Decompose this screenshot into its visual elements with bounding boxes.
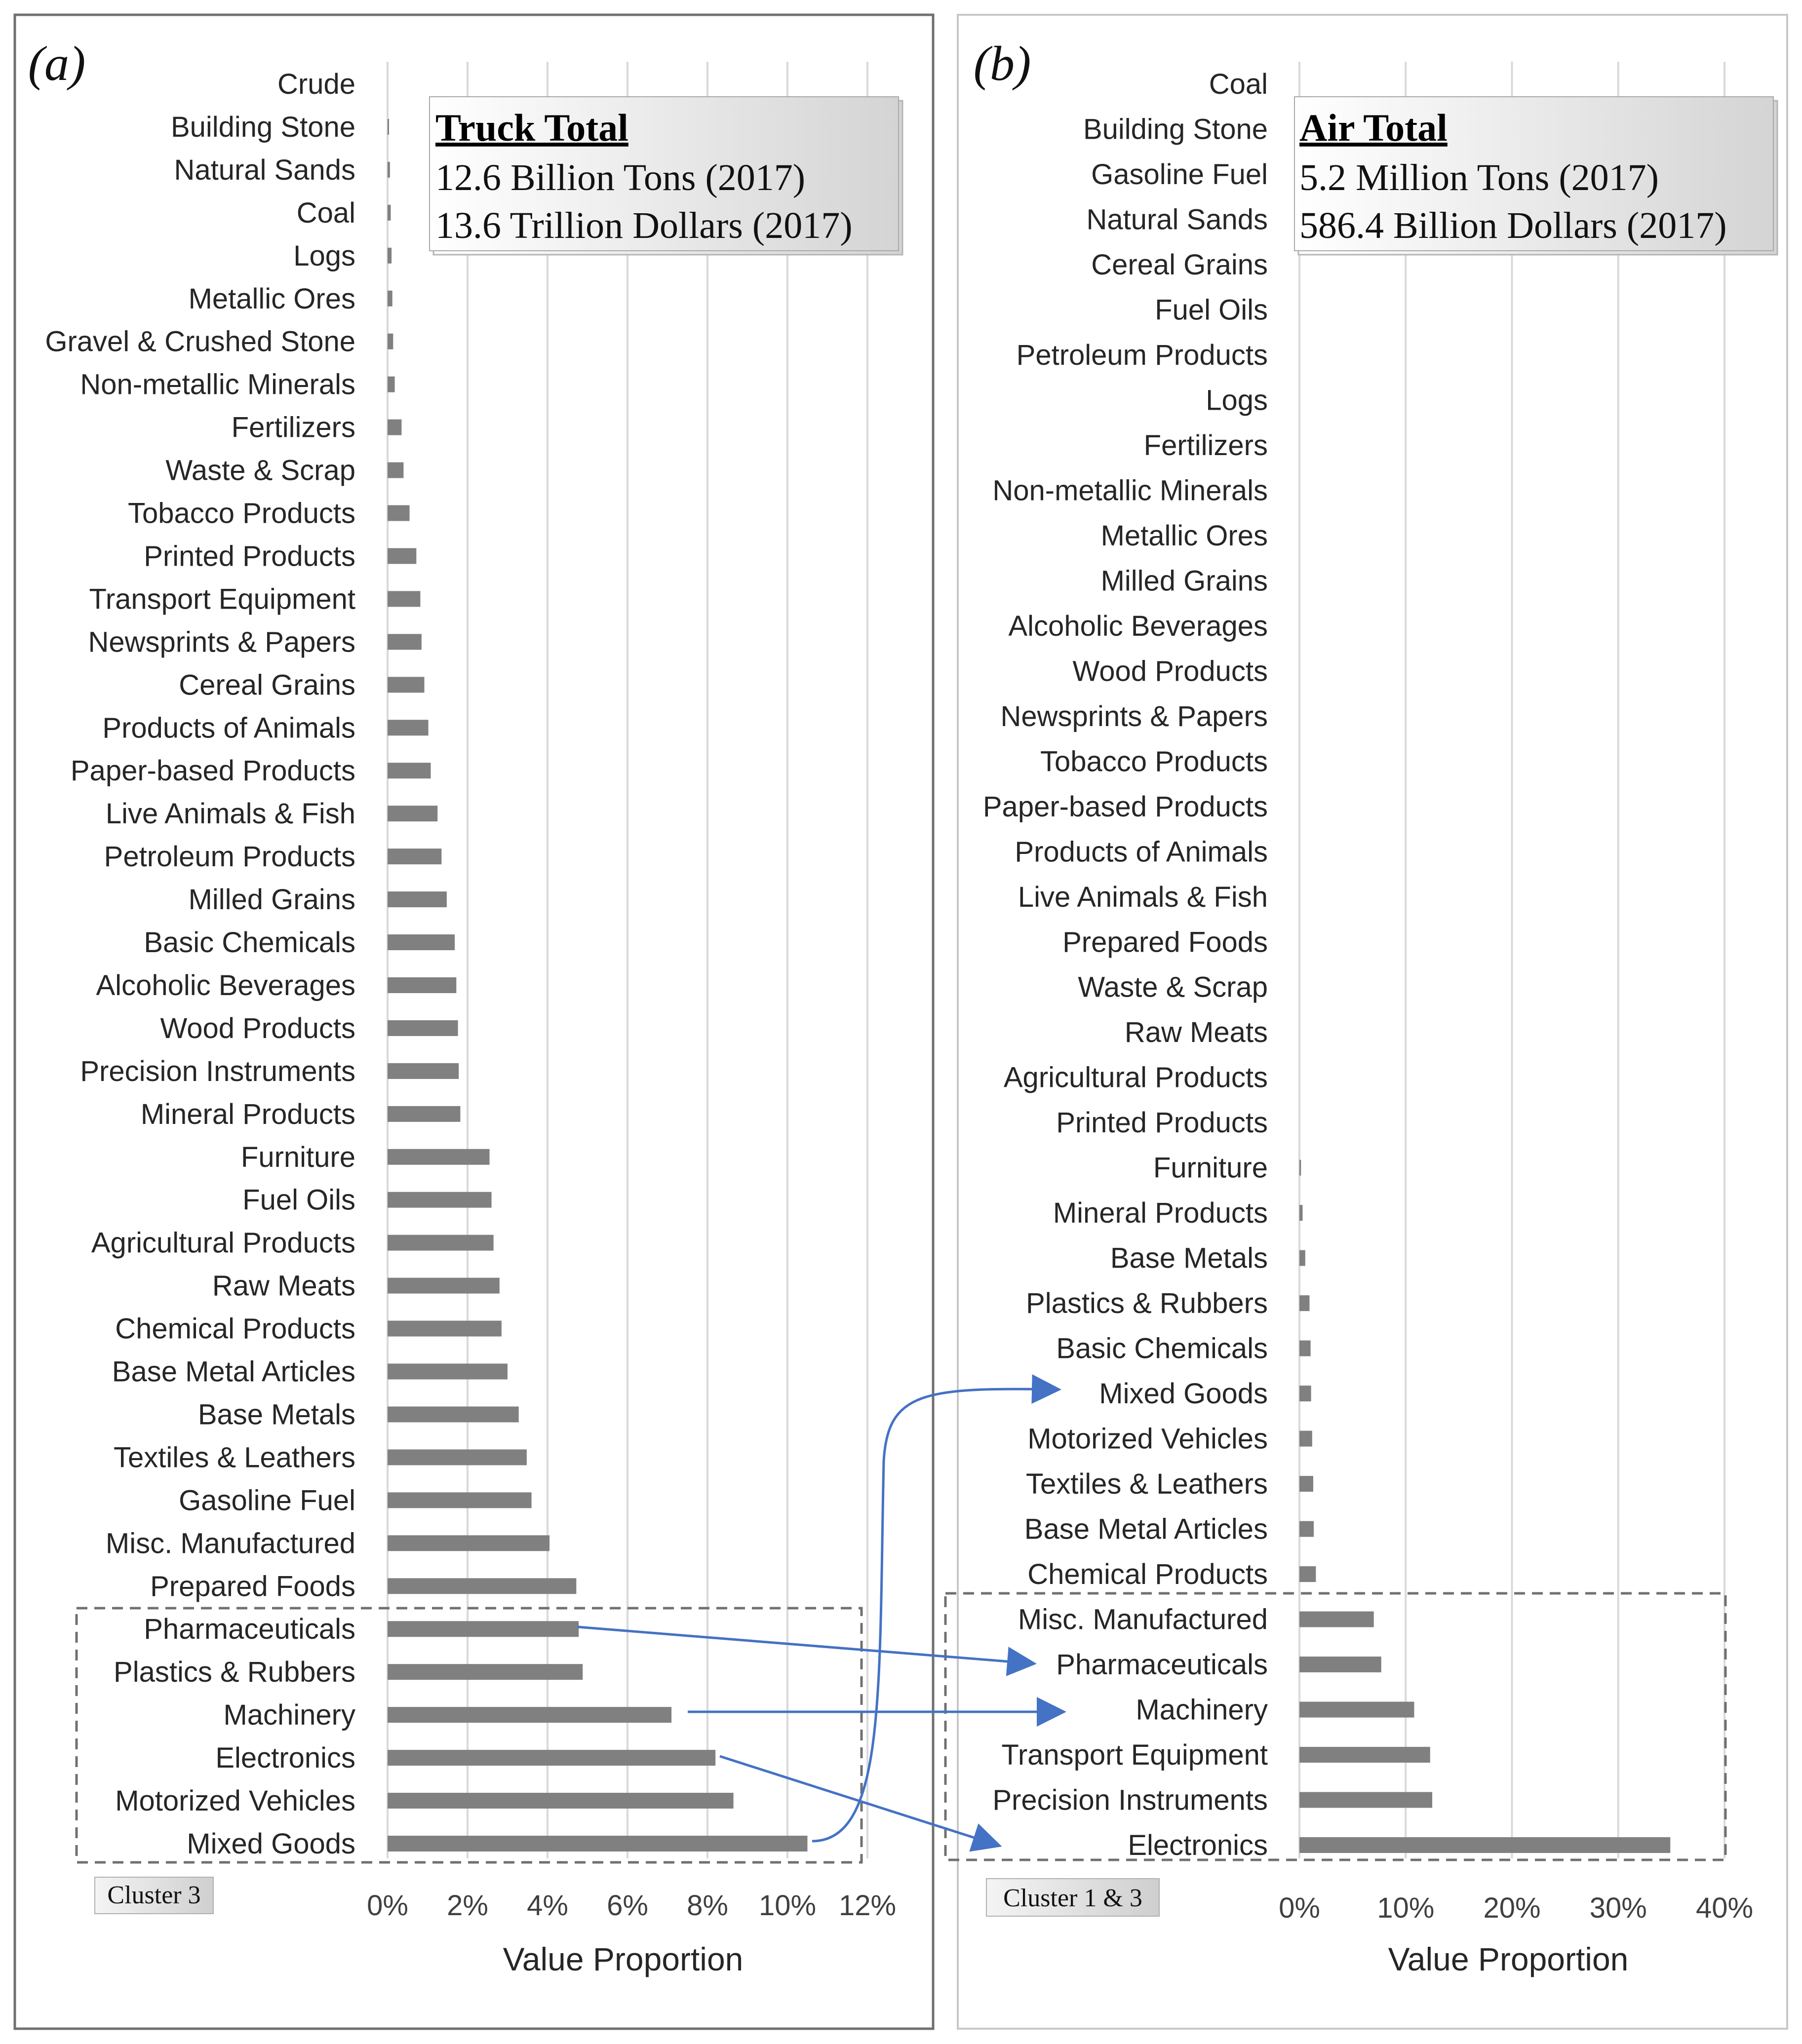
category-label-building-stone: Building Stone: [1083, 113, 1268, 146]
category-label-milled-grains: Milled Grains: [188, 884, 355, 916]
bar-chemical-products: [1299, 1566, 1316, 1582]
category-label-logs: Logs: [293, 239, 355, 272]
category-label-textiles-and-leathers: Textiles & Leathers: [1025, 1468, 1268, 1501]
category-label-fertilizers: Fertilizers: [231, 411, 355, 444]
bar-pharmaceuticals: [1299, 1657, 1381, 1672]
category-label-misc-manufactured: Misc. Manufactured: [105, 1527, 355, 1560]
category-label-products-of-animals: Products of Animals: [102, 712, 355, 744]
svg-text:Cluster 1 & 3: Cluster 1 & 3: [1003, 1884, 1142, 1912]
cluster-a-box: [77, 1608, 862, 1862]
bar-metallic-ores: [388, 291, 392, 307]
category-label-furniture: Furniture: [1153, 1152, 1268, 1184]
category-label-base-metal-articles: Base Metal Articles: [112, 1355, 355, 1388]
bar-motorized-vehicles: [388, 1793, 734, 1809]
bar-transport-equipment: [388, 591, 420, 607]
category-label-building-stone: Building Stone: [170, 111, 355, 143]
bar-basic-chemicals: [1299, 1341, 1311, 1356]
category-label-cereal-grains: Cereal Grains: [1091, 248, 1268, 281]
air-total-tons: 5.2 Million Tons (2017): [1299, 157, 1659, 198]
category-label-electronics: Electronics: [215, 1742, 355, 1774]
air-total-title: Air Total: [1299, 106, 1448, 149]
bar-waste-and-scrap: [388, 463, 403, 478]
bar-plastics-and-rubbers: [1299, 1295, 1309, 1311]
category-label-fertilizers: Fertilizers: [1143, 429, 1268, 462]
bar-base-metals: [1299, 1250, 1305, 1266]
category-label-machinery: Machinery: [1136, 1694, 1268, 1726]
category-label-products-of-animals: Products of Animals: [1015, 836, 1268, 868]
category-label-non-metallic-minerals: Non-metallic Minerals: [80, 368, 355, 401]
category-label-raw-meats: Raw Meats: [1124, 1016, 1268, 1049]
category-label-alcoholic-beverages: Alcoholic Beverages: [1008, 610, 1268, 642]
category-label-cereal-grains: Cereal Grains: [179, 669, 355, 701]
bars: [1299, 1160, 1670, 1853]
truck-total-box: [430, 97, 902, 255]
svg-text:Cluster 3: Cluster 3: [107, 1881, 201, 1909]
category-label-metallic-ores: Metallic Ores: [188, 282, 355, 315]
category-label-petroleum-products: Petroleum Products: [104, 841, 355, 873]
bar-milled-grains: [388, 891, 447, 907]
bar-alcoholic-beverages: [388, 977, 456, 993]
category-label-chemical-products: Chemical Products: [1027, 1558, 1268, 1591]
category-label-printed-products: Printed Products: [144, 540, 355, 573]
x-tick-label: 8%: [687, 1890, 728, 1922]
category-label-live-animals-and-fish: Live Animals & Fish: [1018, 881, 1268, 913]
x-tick-label: 0%: [1279, 1892, 1320, 1924]
category-label-mixed-goods: Mixed Goods: [187, 1828, 355, 1860]
category-label-base-metal-articles: Base Metal Articles: [1024, 1513, 1268, 1545]
x-axis-title: Value Proportion: [503, 1941, 744, 1977]
category-label-non-metallic-minerals: Non-metallic Minerals: [992, 474, 1268, 507]
bar-mineral-products: [388, 1106, 460, 1122]
bar-petroleum-products: [388, 848, 441, 864]
category-label-plastics-and-rubbers: Plastics & Rubbers: [1026, 1287, 1268, 1320]
bar-newsprints-and-papers: [388, 634, 422, 650]
category-label-alcoholic-beverages: Alcoholic Beverages: [96, 969, 355, 1002]
bar-furniture: [388, 1149, 490, 1165]
x-tick-label: 10%: [1377, 1892, 1435, 1924]
x-tick-label: 12%: [838, 1890, 897, 1922]
bar-base-metal-articles: [388, 1364, 508, 1380]
bar-tobacco-products: [388, 505, 410, 521]
category-label-base-metals: Base Metals: [1110, 1242, 1268, 1274]
bar-misc-manufactured: [388, 1535, 549, 1551]
category-label-precision-instruments: Precision Instruments: [80, 1055, 355, 1087]
category-label-gasoline-fuel: Gasoline Fuel: [1091, 158, 1268, 191]
panel-a-frame: [15, 15, 933, 2029]
bar-basic-chemicals: [388, 934, 455, 950]
category-label-agricultural-products: Agricultural Products: [91, 1227, 355, 1259]
bar-precision-instruments: [388, 1063, 459, 1079]
cluster-b-label: [986, 1879, 1159, 1916]
category-label-transport-equipment: Transport Equipment: [89, 583, 355, 616]
category-label-live-animals-and-fish: Live Animals & Fish: [105, 798, 355, 830]
panel-b-frame: [958, 15, 1787, 2029]
bar-non-metallic-minerals: [388, 377, 395, 392]
x-tick-label: 20%: [1483, 1892, 1541, 1924]
category-label-chemical-products: Chemical Products: [115, 1312, 355, 1345]
category-label-coal: Coal: [296, 196, 355, 229]
air-total-box: [1294, 97, 1777, 255]
category-label-wood-products: Wood Products: [1072, 655, 1268, 688]
cluster-a-label: [95, 1877, 213, 1914]
category-label-pharmaceuticals: Pharmaceuticals: [1056, 1649, 1268, 1681]
bar-transport-equipment: [1299, 1747, 1430, 1763]
category-label-electronics: Electronics: [1128, 1829, 1268, 1861]
cluster-arrows: [578, 1389, 1061, 1845]
bar-base-metals: [388, 1406, 519, 1422]
bar-natural-sands: [388, 162, 390, 178]
bar-machinery: [388, 1707, 671, 1723]
category-label-natural-sands: Natural Sands: [174, 154, 355, 186]
bar-building-stone: [388, 119, 389, 135]
x-tick-labels: [1279, 1892, 1753, 1924]
category-label-coal: Coal: [1209, 68, 1268, 100]
bar-fertilizers: [388, 420, 401, 435]
bar-machinery: [1299, 1702, 1414, 1718]
panel-a-label: (a): [28, 36, 86, 91]
category-label-gasoline-fuel: Gasoline Fuel: [179, 1484, 355, 1517]
category-label-mineral-products: Mineral Products: [1053, 1197, 1268, 1230]
bar-gravel-and-crushed-stone: [388, 334, 393, 349]
x-tick-label: 30%: [1589, 1892, 1647, 1924]
air-value-chart: [983, 62, 1753, 1977]
bar-plastics-and-rubbers: [388, 1664, 583, 1680]
category-label-basic-chemicals: Basic Chemicals: [144, 926, 355, 959]
bar-live-animals-and-fish: [388, 806, 437, 821]
bar-mineral-products: [1299, 1205, 1302, 1221]
bar-electronics: [388, 1750, 715, 1766]
bar-electronics: [1299, 1837, 1670, 1853]
bar-paper-based-products: [388, 763, 431, 778]
category-label-natural-sands: Natural Sands: [1086, 203, 1268, 236]
bar-furniture: [1299, 1160, 1301, 1176]
arrow-pharmaceuticals: [578, 1627, 1032, 1663]
bar-base-metal-articles: [1299, 1521, 1314, 1537]
category-label-fuel-oils: Fuel Oils: [242, 1184, 355, 1216]
bar-precision-instruments: [1299, 1792, 1432, 1808]
category-label-tobacco-products: Tobacco Products: [127, 497, 355, 530]
bar-wood-products: [388, 1020, 458, 1036]
category-label-metallic-ores: Metallic Ores: [1100, 519, 1268, 552]
bar-cereal-grains: [388, 677, 425, 693]
category-label-transport-equipment: Transport Equipment: [1001, 1739, 1268, 1772]
category-label-newsprints-and-papers: Newsprints & Papers: [1000, 700, 1268, 733]
x-tick-label: 0%: [367, 1890, 408, 1922]
category-label-petroleum-products: Petroleum Products: [1016, 339, 1268, 371]
bar-motorized-vehicles: [1299, 1431, 1312, 1447]
category-label-paper-based-products: Paper-based Products: [982, 790, 1268, 823]
bar-prepared-foods: [388, 1578, 576, 1594]
category-labels: [45, 68, 355, 1860]
category-label-milled-grains: Milled Grains: [1100, 565, 1268, 597]
bar-misc-manufactured: [1299, 1612, 1374, 1627]
category-label-motorized-vehicles: Motorized Vehicles: [1027, 1423, 1268, 1455]
category-label-prepared-foods: Prepared Foods: [150, 1570, 355, 1603]
bar-fuel-oils: [388, 1192, 492, 1208]
category-label-mixed-goods: Mixed Goods: [1099, 1378, 1268, 1410]
category-label-plastics-and-rubbers: Plastics & Rubbers: [114, 1656, 355, 1689]
category-label-prepared-foods: Prepared Foods: [1062, 926, 1268, 959]
bar-pharmaceuticals: [388, 1621, 579, 1637]
category-label-agricultural-products: Agricultural Products: [1003, 1061, 1268, 1094]
category-label-paper-based-products: Paper-based Products: [70, 755, 355, 787]
bar-products-of-animals: [388, 720, 429, 735]
category-label-crude: Crude: [277, 68, 355, 100]
x-tick-label: 40%: [1695, 1892, 1754, 1924]
category-label-waste-and-scrap: Waste & Scrap: [1078, 971, 1268, 1003]
category-label-newsprints-and-papers: Newsprints & Papers: [88, 626, 355, 658]
x-axis-title: Value Proportion: [1388, 1941, 1629, 1977]
category-label-precision-instruments: Precision Instruments: [992, 1784, 1268, 1816]
x-tick-label: 4%: [527, 1890, 568, 1922]
bar-raw-meats: [388, 1278, 500, 1294]
truck-total-title: Truck Total: [435, 106, 628, 149]
bar-coal: [388, 205, 391, 221]
bar-textiles-and-leathers: [388, 1449, 527, 1465]
category-label-logs: Logs: [1206, 384, 1268, 417]
category-label-printed-products: Printed Products: [1056, 1107, 1268, 1139]
bar-logs: [388, 248, 392, 264]
bar-mixed-goods: [388, 1836, 808, 1851]
x-tick-labels: [367, 1890, 896, 1922]
bar-agricultural-products: [388, 1235, 494, 1251]
category-label-fuel-oils: Fuel Oils: [1155, 294, 1268, 326]
x-tick-label: 10%: [758, 1890, 817, 1922]
truck-value-chart: [45, 62, 896, 1977]
air-total-dollars: 586.4 Billion Dollars (2017): [1299, 205, 1727, 246]
truck-total-dollars: 13.6 Trillion Dollars (2017): [435, 205, 853, 246]
bar-textiles-and-leathers: [1299, 1476, 1313, 1492]
bars: [388, 119, 808, 1851]
category-label-misc-manufactured: Misc. Manufactured: [1018, 1603, 1268, 1636]
category-label-base-metals: Base Metals: [197, 1398, 355, 1431]
x-tick-label: 6%: [607, 1890, 648, 1922]
panel-b-label: (b): [973, 36, 1031, 91]
category-label-mineral-products: Mineral Products: [140, 1098, 355, 1130]
truck-total-tons: 12.6 Billion Tons (2017): [435, 157, 806, 198]
category-label-pharmaceuticals: Pharmaceuticals: [144, 1613, 355, 1646]
category-label-machinery: Machinery: [223, 1699, 355, 1732]
category-label-textiles-and-leathers: Textiles & Leathers: [113, 1441, 355, 1474]
x-tick-label: 2%: [447, 1890, 488, 1922]
category-label-basic-chemicals: Basic Chemicals: [1056, 1332, 1268, 1365]
category-label-furniture: Furniture: [240, 1141, 355, 1173]
category-label-tobacco-products: Tobacco Products: [1040, 745, 1268, 778]
category-label-raw-meats: Raw Meats: [212, 1270, 355, 1302]
category-label-wood-products: Wood Products: [160, 1012, 355, 1044]
gridlines: [1299, 62, 1724, 1858]
bar-printed-products: [388, 548, 416, 564]
bar-chemical-products: [388, 1321, 502, 1337]
bar-mixed-goods: [1299, 1386, 1311, 1401]
category-label-motorized-vehicles: Motorized Vehicles: [115, 1785, 355, 1817]
category-label-waste-and-scrap: Waste & Scrap: [165, 454, 355, 487]
category-label-gravel-and-crushed-stone: Gravel & Crushed Stone: [45, 325, 355, 358]
bar-gasoline-fuel: [388, 1492, 532, 1508]
